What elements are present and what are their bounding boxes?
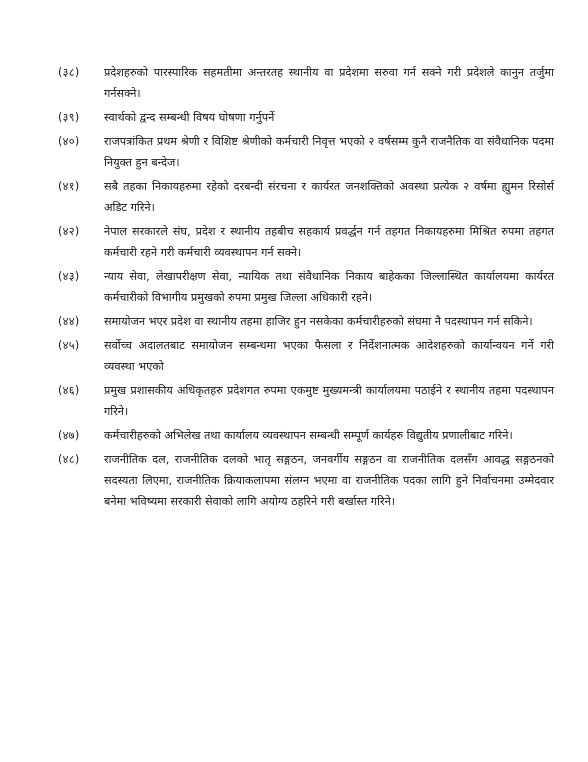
list-item <box>58 311 554 332</box>
item-text: राजपत्रांकित प्रथम श्रेणी र विशिष्ट श्रेणीको कर्मचारी निवृत्त भएको २ वर्षसम्म कुनै राजनैतिक वा संवैधानिक पदमा नियुक्त हुन बन्देज। <box>104 135 554 169</box>
item-text: प्रमुख प्रशासकीय अधिकृतहरु प्रदेशगत रुपमा एकमुष्ट मुख्यमन्त्री कार्यालयमा पठाईने र स्थानीय तहमा पदस्थापन गरिने। <box>104 384 554 418</box>
item-number: (४४) <box>58 315 80 328</box>
list-item <box>58 449 554 512</box>
item-text: सर्वोच्च अदालतबाट समायोजन सम्बन्धमा भएका फैसला र निर्देशनात्मक आदेशहरुको कार्यान्वयन गर्ने गरी व्यवस्था भएको <box>104 339 554 373</box>
list-item <box>58 221 554 263</box>
item-text: नेपाल सरकारले संघ, प्रदेश र स्थानीय तहबीच सहकार्य प्रवर्द्धन गर्न तहगत निकायहरुमा मिश्रित रुपमा तहगत कर्मचारी रहने गरी कर्मचारी व्यवस्थापन गर्न सक्ने। <box>104 225 554 259</box>
list-item <box>58 176 554 218</box>
item-number: (४५) <box>58 339 80 352</box>
item-number: (४७) <box>58 429 80 442</box>
list-item <box>58 62 554 104</box>
list-item <box>58 425 554 446</box>
item-number: (४६) <box>58 384 80 397</box>
list-item <box>58 335 554 377</box>
list-item <box>58 107 554 128</box>
item-text: समायोजन भएर प्रदेश वा स्थानीय तहमा हाजिर हुन नसकेका कर्मचारीहरुको संघमा नै पदस्थापन गर्न सकिने। <box>104 315 533 328</box>
item-text: प्रदेशहरुको पारस्पारिक सहमतीमा अन्तरतह स्थानीय वा प्रदेशमा सरुवा गर्न सक्ने गरी प्रदेशले कानुन तर्जुमा गर्नसक्ने। <box>104 66 554 100</box>
item-number: (४३) <box>58 270 80 283</box>
item-number: (४८) <box>58 453 80 466</box>
item-text: स्वार्थको द्वन्द सम्बन्धी विषय घोषणा गर्नुपर्ने <box>104 111 275 124</box>
item-text: राजनीतिक दल, राजनीतिक दलको भातृ सङ्गठन, जनवर्गीय सङ्गठन वा राजनीतिक दलसँग आवद्ध सङ्गठनको सदस्यता लिएमा, राजनीतिक क्रियाकलापमा संलग्न भएमा वा राजनीतिक पदका लागि हुने निर्वाचनमा उम्मेदवार बनेमा भविष्यमा सरकारी सेवाको लागि अयोग्य ठहरिने गरी बर्खास्त गरिने। <box>104 453 554 508</box>
numbered-list <box>58 62 554 515</box>
item-number: (३८) <box>58 66 80 79</box>
item-number: (४१) <box>58 180 80 193</box>
list-item <box>58 131 554 173</box>
item-number: (४२) <box>58 225 80 238</box>
item-text: कर्मचारीहरुको अभिलेख तथा कार्यालय व्यवस्थापन सम्बन्धी सम्पूर्ण कार्यहरु विद्युतीय प्रणालीबाट गरिने। <box>104 429 513 442</box>
item-text: न्याय सेवा, लेखापरीक्षण सेवा, न्यायिक तथा संवैधानिक निकाय बाहेकका जिल्लास्थित कार्यालयमा कार्यरत कर्मचारीको विभागीय प्रमुखको रुपमा प्रमुख जिल्ला अधिकारी रहने। <box>104 270 554 304</box>
list-item <box>58 380 554 422</box>
item-number: (३९) <box>58 111 80 124</box>
item-text: सबै तहका निकायहरुमा रहेको दरबन्दी संरचना र कार्यरत जनशक्तिको अवस्था प्रत्येक २ वर्षमा ह्युमन रिसोर्स अडिट गरिने। <box>104 180 554 214</box>
item-number: (४०) <box>58 135 80 148</box>
list-item <box>58 266 554 308</box>
